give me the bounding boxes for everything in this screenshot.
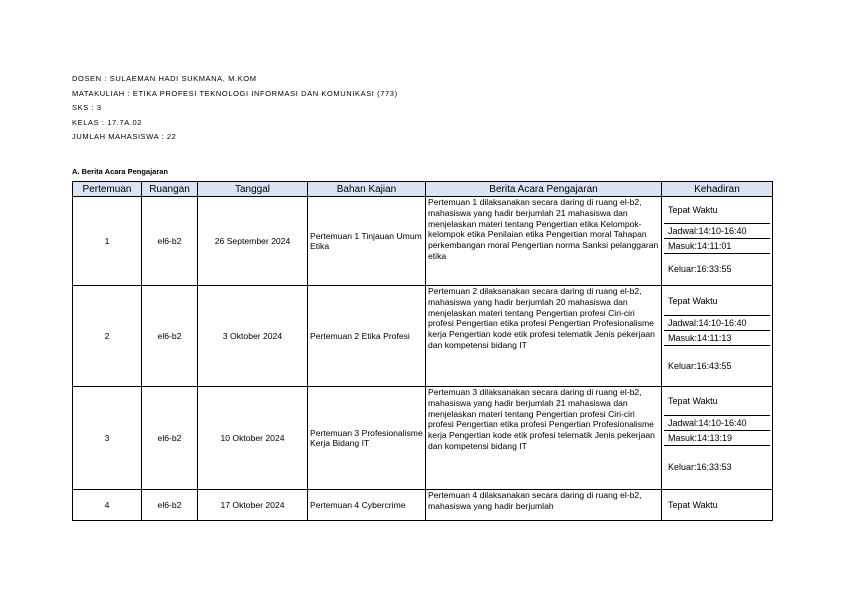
cell-berita-acara: Pertemuan 4 dilaksanakan secara daring di ruang el-b2, mahasiswa yang hadir berjumlah: [426, 490, 662, 521]
attendance-status: Tepat Waktu: [668, 295, 718, 306]
cell-tanggal: 26 September 2024: [198, 197, 308, 286]
cell-pertemuan: 1: [73, 197, 142, 286]
attendance-schedule: Jadwal:14:10-16:40: [664, 223, 770, 238]
cell-kehadiran: [662, 197, 773, 286]
cell-kehadiran: [662, 490, 773, 521]
table-row: [73, 197, 773, 286]
cell-bahan-kajian: Pertemuan 2 Etika Profesi: [308, 286, 426, 387]
cell-pertemuan: 2: [73, 286, 142, 387]
cell-bahan-kajian: Pertemuan 1 Tinjauan Umum Etika: [308, 197, 426, 286]
cell-tanggal: 10 Oktober 2024: [198, 387, 308, 490]
class-line: KELAS : 17.7A.02: [72, 117, 143, 127]
course-line: MATAKULIAH : ETIKA PROFESI TEKNOLOGI INFORMASI DAN KOMUNIKASI (773): [72, 88, 398, 98]
cell-kehadiran: [662, 387, 773, 490]
table-header-row: [73, 182, 773, 197]
attendance-check-in: Masuk:14:13:19: [664, 430, 770, 445]
header-tanggal: Tanggal: [198, 182, 308, 197]
cell-tanggal: 17 Oktober 2024: [198, 490, 308, 521]
cell-tanggal: 3 Oktober 2024: [198, 286, 308, 387]
attendance-check-in: Masuk:14:11:01: [664, 238, 770, 253]
attendance-schedule: Jadwal:14:10-16:40: [664, 315, 770, 330]
cell-berita-acara: Pertemuan 3 dilaksanakan secara daring di ruang el-b2, mahasiswa yang hadir berjumlah 21 mahasiswa dan menjelaskan materi tentang Pengertian profesi Ciri-ciri profesi Pengertian etika profesi Pengertian Profesionalisme kerja Pengertian kode etik profesi telematik Jenis pekerjaan dan kompetensi bidang IT: [426, 387, 662, 490]
credits-line: SKS : 3: [72, 103, 102, 112]
section-title: A. Berita Acara Pengajaran: [72, 167, 169, 176]
table-row: [73, 387, 773, 490]
attendance-status: Tepat Waktu: [668, 205, 718, 215]
attendance-check-in: Masuk:14:11:13: [664, 330, 770, 345]
cell-berita-acara: Pertemuan 2 dilaksanakan secara daring di ruang el-b2, mahasiswa yang hadir berjumlah 20 mahasiswa dan menjelaskan materi tentang Pengertian profesi Ciri-ciri profesi Pengertian etika profesi Pengertian Profesionalisme kerja Pengertian kode etik profesi telematik Jenis pekerjaan dan kompetensi bidang IT: [426, 286, 662, 387]
cell-bahan-kajian: Pertemuan 3 Profesionalisme Kerja Bidang IT: [308, 387, 426, 490]
student-count-line: JUMLAH MAHASISWA : 22: [72, 132, 177, 141]
header-pertemuan: Pertemuan: [73, 182, 142, 197]
teaching-record-table: [72, 181, 773, 521]
table-row: [73, 286, 773, 387]
attendance-schedule: Jadwal:14:10-16:40: [664, 415, 770, 430]
course-info: [72, 72, 398, 145]
attendance-check-out: Keluar:16:33:55: [664, 253, 770, 283]
header-kehadiran: Kehadiran: [662, 182, 773, 197]
cell-berita-acara: Pertemuan 1 dilaksanakan secara daring di ruang el-b2, mahasiswa yang hadir berjumlah 21 mahasiswa dan menjelaskan materi tentang Pengertian etika Kelompok-kelompok etika Penilaian etika Pengertian moral Tahapan perkembangan moral Pengertian norma Sanksi pelanggaran etika: [426, 197, 662, 286]
attendance-status: Tepat Waktu: [668, 396, 718, 406]
cell-ruangan: el6-b2: [142, 197, 198, 286]
header-berita-acara: Berita Acara Pengajaran: [426, 182, 662, 197]
attendance-check-out: Keluar:16:33:53: [664, 445, 770, 488]
lecturer-line: DOSEN : SULAEMAN HADI SUKMANA, M.KOM: [72, 74, 257, 83]
cell-bahan-kajian: Pertemuan 4 Cybercrime: [308, 490, 426, 521]
cell-pertemuan: 4: [73, 490, 142, 521]
cell-ruangan: el6-b2: [142, 490, 198, 521]
header-bahan-kajian: Bahan Kajian: [308, 182, 426, 197]
cell-ruangan: el6-b2: [142, 387, 198, 490]
cell-ruangan: el6-b2: [142, 286, 198, 387]
cell-kehadiran: [662, 286, 773, 387]
attendance-check-out: Keluar:16:43:55: [664, 345, 770, 385]
header-ruangan: Ruangan: [142, 182, 198, 197]
attendance-status: Tepat Waktu: [668, 499, 718, 510]
cell-pertemuan: 3: [73, 387, 142, 490]
table-row: [73, 490, 773, 521]
